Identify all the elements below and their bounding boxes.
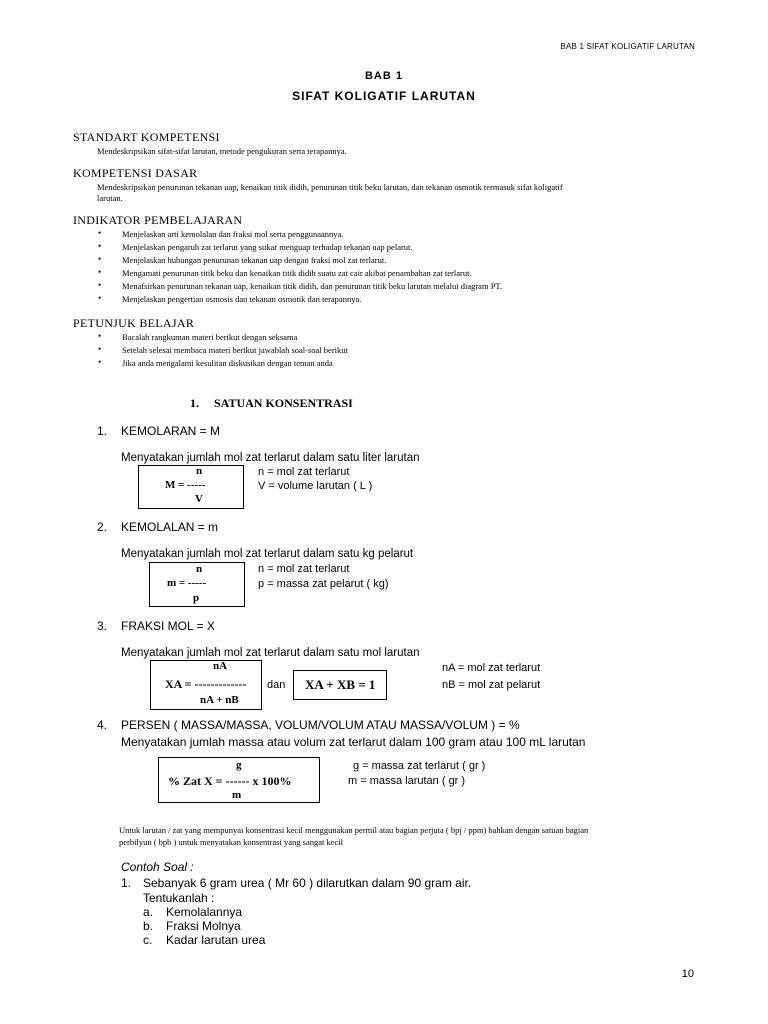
chapter-number: BAB 1 — [364, 70, 403, 82]
chapter-title: SIFAT KOLIGATIF LARUTAN — [292, 89, 476, 103]
formula-denominator: m — [232, 789, 242, 801]
note-line2: perbilyun ( bpb ) untuk menyatakan konsentrasi yang sangat kecil — [119, 837, 344, 847]
item-number: 2. — [97, 520, 108, 534]
contoh-heading: Contoh Soal : — [121, 860, 194, 874]
bullet-icon: • — [98, 267, 102, 277]
standar-heading: STANDART KOMPETENSI — [73, 130, 220, 144]
formula-denominator: p — [193, 592, 200, 604]
bullet-icon: • — [98, 331, 102, 341]
contoh-item-label: a. — [143, 905, 154, 919]
molalitas-def1: n = mol zat terlarut — [258, 563, 350, 575]
molalitas-heading: KEMOLALAN = m — [121, 520, 219, 534]
indikator-item: Menjelaskan pengaruh zat terlarut yang sukar menguap terhadap tekanan uap pelarut. — [122, 242, 413, 252]
formula-denominator: V — [195, 493, 203, 505]
persen-heading: PERSEN ( MASSA/MASSA, VOLUM/VOLUM ATAU MASSA/VOLUM ) = % — [121, 718, 520, 732]
indikator-item: Menjelaskan hubungan penurunan tekanan uap dengan fraksi mol zat terlarut. — [122, 255, 387, 265]
petunjuk-item: Jika anda mengalami kesulitan diskusikan dengan teman anda — [122, 358, 333, 368]
petunjuk-item: Setelah selesai membaca materi berikut jawablah soal-soal berikut — [122, 345, 348, 355]
bullet-icon: • — [98, 344, 102, 354]
fraksi-sum: XA + XB = 1 — [305, 677, 376, 692]
formula-lhs: XA = ------------- — [165, 677, 247, 691]
formula-numerator: n — [196, 563, 203, 575]
formula-lhs: M = ----- — [165, 479, 206, 491]
bullet-icon: • — [98, 228, 102, 238]
indikator-item: Mengamati penurunan titik beku dan kenaikan titik didih suatu zat cair akibat penambahan zat terlarut. — [122, 268, 472, 278]
persen-desc: Menyatakan jumlah massa atau volum zat terlarut dalam 100 gram atau 100 mL larutan — [121, 735, 586, 749]
bullet-icon: • — [98, 241, 102, 251]
molalitas-desc: Menyatakan jumlah mol zat terlarut dalam satu kg pelarut — [121, 548, 414, 560]
fraksi-dan: dan — [267, 679, 286, 691]
item-number: 4. — [97, 718, 108, 732]
contoh-item-label: b. — [143, 919, 154, 933]
dasar-heading: KOMPETENSI DASAR — [73, 166, 198, 180]
molaritas-def1: n = mol zat terlarut — [258, 466, 350, 478]
molalitas-def2: p = massa zat pelarut ( kg) — [258, 578, 389, 590]
indikator-heading: INDIKATOR PEMBELAJARAN — [73, 213, 243, 227]
fraksi-desc: Menyatakan jumlah mol zat terlarut dalam satu mol larutan — [121, 647, 420, 659]
bullet-icon: • — [98, 357, 102, 367]
fraksi-def2: nB = mol zat pelarut — [442, 679, 541, 691]
persen-def2: m = massa larutan ( gr ) — [348, 775, 466, 787]
bullet-icon: • — [98, 293, 102, 303]
contoh-number: 1. — [121, 876, 132, 890]
petunjuk-heading: PETUNJUK BELAJAR — [73, 316, 195, 330]
formula-numerator: n — [196, 465, 203, 477]
persen-def1: g = massa zat terlarut ( gr ) — [353, 760, 486, 772]
item-number: 1. — [97, 424, 108, 438]
standar-text: Mendeskripsikan sifat-sifat larutan, metode pengukuran serta terapannya. — [97, 146, 347, 156]
section-title: SATUAN KONSENTRASI — [214, 396, 353, 410]
contoh-item-text: Kemolalannya — [166, 905, 243, 919]
molaritas-def2: V = volume larutan ( L ) — [258, 480, 373, 492]
molaritas-desc: Menyatakan jumlah mol zat terlarut dalam satu liter larutan — [121, 452, 420, 464]
dasar-text-line1: Mendeskripsikan penurunan tekanan uap, kenaikan titik didih, penurunan titik beku larutan, dan tekanan osmotik termasuk sifat koligatif — [97, 182, 563, 192]
dasar-text-line2: larutan. — [97, 193, 123, 203]
formula-lhs: % Zat X = ------ x 100% — [168, 774, 292, 788]
contoh-question: Sebanyak 6 gram urea ( Mr 60 ) dilarutkan dalam 90 gram air. — [143, 876, 472, 890]
running-header: BAB 1 SIFAT KOLIGATIF LARUTAN — [560, 42, 695, 51]
contoh-ask: Tentukanlah : — [143, 891, 215, 905]
note-line1: Untuk larutan / zat yang mempunyai konsentrasi kecil menggunakan permil atau bagian perjuta ( bpj / ppm) bahkan dengan satuan bagian — [119, 825, 589, 835]
indikator-item: Menafsirkan penurunan tekanan uap, kenaikan titik didih, dan penurunan titik beku larutan melalui diagram PT. — [122, 281, 503, 291]
contoh-item-label: c. — [143, 933, 153, 947]
formula-denominator: nA + nB — [200, 694, 239, 706]
fraksi-def1: nA = mol zat terlarut — [442, 662, 541, 674]
page-number: 10 — [681, 968, 694, 980]
item-number: 3. — [97, 619, 108, 633]
fraksi-heading: FRAKSI MOL = X — [121, 619, 215, 633]
formula-numerator: g — [236, 759, 242, 771]
molaritas-heading: KEMOLARAN = M — [121, 424, 221, 438]
indikator-item: Menjelaskan arti kemolalan dan fraksi mol serta penggunaannya. — [122, 229, 344, 239]
petunjuk-item: Bacalah rangkuman materi berikut dengan seksama — [122, 332, 298, 342]
contoh-item-text: Kadar larutan urea — [166, 933, 266, 947]
contoh-item-text: Fraksi Molnya — [166, 919, 241, 933]
formula-numerator: nA — [213, 660, 228, 672]
section-number: 1. — [190, 396, 199, 410]
bullet-icon: • — [98, 254, 102, 264]
bullet-icon: • — [98, 280, 102, 290]
indikator-item: Menjelaskan pengertian osmosis dan tekanan osmotik dan terapannya. — [122, 294, 362, 304]
formula-lhs: m = ----- — [167, 577, 207, 589]
